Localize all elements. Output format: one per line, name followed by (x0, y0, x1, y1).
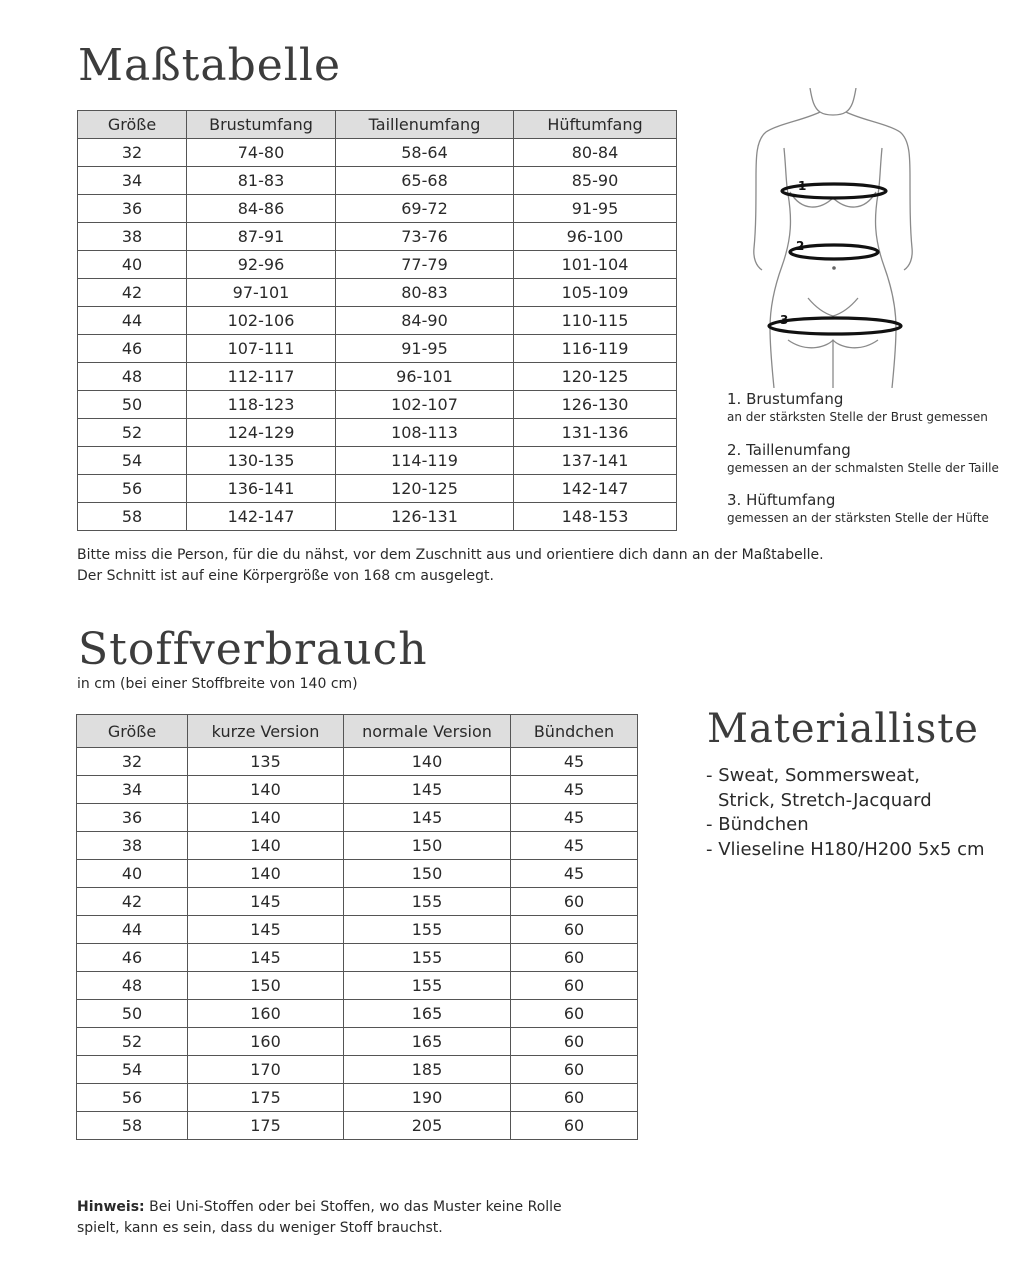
table-cell: 112-117 (187, 363, 336, 391)
table-cell: 69-72 (336, 195, 514, 223)
table-row (77, 1084, 638, 1112)
table-cell: 44 (78, 307, 187, 335)
table-cell: 105-109 (514, 279, 677, 307)
table-cell: 155 (344, 972, 511, 1000)
legend-desc: an der stärksten Stelle der Brust gemessen (727, 410, 988, 424)
table-cell: 135 (188, 748, 344, 776)
table-cell: 84-90 (336, 307, 514, 335)
table-cell: 107-111 (187, 335, 336, 363)
table-cell: 42 (78, 279, 187, 307)
table-row (77, 888, 638, 916)
table-cell: 124-129 (187, 419, 336, 447)
column-header: Hüftumfang (514, 111, 677, 139)
table-row (78, 139, 677, 167)
table-cell: 38 (77, 832, 188, 860)
fabric-table (76, 714, 638, 1140)
table-cell: 118-123 (187, 391, 336, 419)
table-cell: 46 (78, 335, 187, 363)
table-cell: 50 (78, 391, 187, 419)
legend-desc: gemessen an der stärksten Stelle der Hüfte (727, 511, 989, 525)
column-header: Brustumfang (187, 111, 336, 139)
table-cell: 150 (344, 860, 511, 888)
hint-label: Hinweis: (77, 1199, 145, 1215)
legend-title: 2. Taillenumfang (727, 441, 851, 459)
table-cell: 96-101 (336, 363, 514, 391)
fabric-table-body (77, 748, 638, 1140)
table-cell: 60 (511, 1028, 638, 1056)
table-cell: 96-100 (514, 223, 677, 251)
measure-table (77, 110, 677, 531)
table-cell: 137-141 (514, 447, 677, 475)
table-row (78, 279, 677, 307)
table-cell: 52 (77, 1028, 188, 1056)
table-cell: 34 (77, 776, 188, 804)
table-cell: 58-64 (336, 139, 514, 167)
table-row (77, 916, 638, 944)
table-cell: 58 (78, 503, 187, 531)
table-cell: 44 (77, 916, 188, 944)
table-row (78, 251, 677, 279)
marker-2: 2 (796, 239, 805, 253)
table-row (78, 223, 677, 251)
table-cell: 131-136 (514, 419, 677, 447)
table-cell: 36 (78, 195, 187, 223)
column-header: Größe (77, 715, 188, 748)
table-cell: 145 (344, 776, 511, 804)
table-row (78, 363, 677, 391)
table-cell: 60 (511, 1112, 638, 1140)
navel-dot (832, 266, 836, 270)
materials-item: - Bündchen (706, 813, 985, 838)
measure-note (77, 545, 977, 587)
table-cell: 155 (344, 888, 511, 916)
note-line: Bitte miss die Person, für die du nähst, vor dem Zuschnitt aus und orientiere dich dann an der Maßtabelle. (77, 547, 824, 563)
table-header-row (78, 111, 677, 139)
table-cell: 175 (188, 1084, 344, 1112)
column-header: normale Version (344, 715, 511, 748)
table-cell: 126-130 (514, 391, 677, 419)
table-row (78, 167, 677, 195)
table-cell: 77-79 (336, 251, 514, 279)
table-cell: 50 (77, 1000, 188, 1028)
table-row (78, 391, 677, 419)
column-header: kurze Version (188, 715, 344, 748)
table-cell: 45 (511, 804, 638, 832)
table-cell: 52 (78, 419, 187, 447)
table-cell: 102-107 (336, 391, 514, 419)
table-cell: 60 (511, 972, 638, 1000)
waist-crease (808, 298, 858, 316)
table-row (77, 1056, 638, 1084)
table-cell: 46 (77, 944, 188, 972)
table-cell: 116-119 (514, 335, 677, 363)
table-cell: 45 (511, 860, 638, 888)
legend-title: 1. Brustumfang (727, 390, 844, 408)
table-cell: 81-83 (187, 167, 336, 195)
table-cell: 80-84 (514, 139, 677, 167)
table-cell: 45 (511, 748, 638, 776)
table-cell: 60 (511, 944, 638, 972)
body-figure-illustration (748, 88, 918, 388)
table-cell: 140 (344, 748, 511, 776)
table-cell: 130-135 (187, 447, 336, 475)
note-line: Der Schnitt ist auf eine Körpergröße von 168 cm ausgelegt. (77, 568, 494, 584)
table-cell: 84-86 (187, 195, 336, 223)
legend-title: 3. Hüftumfang (727, 491, 836, 509)
hint-note (77, 1197, 597, 1239)
table-row (77, 832, 638, 860)
table-row (78, 447, 677, 475)
table-row (77, 1000, 638, 1028)
table-cell: 120-125 (336, 475, 514, 503)
table-cell: 165 (344, 1028, 511, 1056)
table-cell: 145 (188, 944, 344, 972)
table-cell: 150 (188, 972, 344, 1000)
table-cell: 60 (511, 1084, 638, 1112)
table-cell: 91-95 (514, 195, 677, 223)
table-cell: 114-119 (336, 447, 514, 475)
table-cell: 60 (511, 1056, 638, 1084)
table-cell: 102-106 (187, 307, 336, 335)
table-cell: 205 (344, 1112, 511, 1140)
table-row (78, 195, 677, 223)
table-cell: 54 (77, 1056, 188, 1084)
table-cell: 140 (188, 860, 344, 888)
table-cell: 65-68 (336, 167, 514, 195)
table-cell: 56 (78, 475, 187, 503)
materials-title: Materialliste (707, 706, 979, 752)
table-cell: 60 (511, 1000, 638, 1028)
column-header: Bündchen (511, 715, 638, 748)
fabric-title: Stoffverbrauch (78, 624, 428, 675)
table-cell: 48 (77, 972, 188, 1000)
right-torso-outline (876, 148, 896, 388)
table-cell: 40 (77, 860, 188, 888)
table-header-row (77, 715, 638, 748)
legend-item-hip (727, 491, 1017, 526)
legend-item-waist (727, 441, 1017, 476)
materials-item: - Vlieseline H180/H200 5x5 cm (706, 838, 985, 863)
table-cell: 32 (77, 748, 188, 776)
table-cell: 160 (188, 1028, 344, 1056)
table-row (78, 307, 677, 335)
marker-3: 3 (780, 313, 789, 327)
table-cell: 91-95 (336, 335, 514, 363)
table-cell: 92-96 (187, 251, 336, 279)
neck-outline (810, 88, 856, 115)
table-cell: 165 (344, 1000, 511, 1028)
table-cell: 142-147 (187, 503, 336, 531)
table-cell: 80-83 (336, 279, 514, 307)
table-cell: 108-113 (336, 419, 514, 447)
table-cell: 48 (78, 363, 187, 391)
table-cell: 101-104 (514, 251, 677, 279)
table-row (78, 335, 677, 363)
table-cell: 150 (344, 832, 511, 860)
table-cell: 60 (511, 888, 638, 916)
materials-list (706, 764, 985, 862)
table-cell: 36 (77, 804, 188, 832)
table-row (77, 1028, 638, 1056)
table-cell: 170 (188, 1056, 344, 1084)
table-cell: 74-80 (187, 139, 336, 167)
table-cell: 185 (344, 1056, 511, 1084)
table-cell: 142-147 (514, 475, 677, 503)
table-row (77, 972, 638, 1000)
table-cell: 120-125 (514, 363, 677, 391)
hint-text: spielt, kann es sein, dass du weniger Stoff brauchst. (77, 1220, 443, 1236)
fabric-subtitle: in cm (bei einer Stoffbreite von 140 cm) (77, 676, 358, 692)
table-cell: 34 (78, 167, 187, 195)
legend-desc: gemessen an der schmalsten Stelle der Taille (727, 461, 999, 475)
table-row (78, 475, 677, 503)
table-cell: 175 (188, 1112, 344, 1140)
measure-title: Maßtabelle (78, 40, 341, 91)
table-cell: 145 (188, 916, 344, 944)
table-cell: 45 (511, 832, 638, 860)
table-cell: 140 (188, 804, 344, 832)
table-cell: 54 (78, 447, 187, 475)
table-cell: 155 (344, 916, 511, 944)
table-cell: 190 (344, 1084, 511, 1112)
table-cell: 87-91 (187, 223, 336, 251)
legend-item-bust (727, 390, 1017, 425)
table-row (77, 804, 638, 832)
table-cell: 145 (344, 804, 511, 832)
table-cell: 160 (188, 1000, 344, 1028)
table-cell: 58 (77, 1112, 188, 1140)
table-row (77, 1112, 638, 1140)
table-cell: 126-131 (336, 503, 514, 531)
materials-item: - Sweat, Sommersweat, Strick, Stretch-Jacquard (706, 764, 980, 813)
table-cell: 140 (188, 776, 344, 804)
table-cell: 73-76 (336, 223, 514, 251)
table-cell: 97-101 (187, 279, 336, 307)
table-cell: 85-90 (514, 167, 677, 195)
table-cell: 56 (77, 1084, 188, 1112)
table-row (77, 860, 638, 888)
table-row (77, 748, 638, 776)
table-row (78, 419, 677, 447)
column-header: Größe (78, 111, 187, 139)
table-cell: 148-153 (514, 503, 677, 531)
marker-1: 1 (798, 179, 807, 193)
table-cell: 32 (78, 139, 187, 167)
measure-table-body (78, 139, 677, 531)
hip-measure-line (769, 318, 901, 334)
table-cell: 45 (511, 776, 638, 804)
table-cell: 40 (78, 251, 187, 279)
hint-text: Bei Uni-Stoffen oder bei Stoffen, wo das Muster keine Rolle (144, 1199, 562, 1215)
table-cell: 42 (77, 888, 188, 916)
table-cell: 60 (511, 916, 638, 944)
table-cell: 140 (188, 832, 344, 860)
table-cell: 110-115 (514, 307, 677, 335)
table-row (78, 503, 677, 531)
table-cell: 136-141 (187, 475, 336, 503)
column-header: Taillenumfang (336, 111, 514, 139)
table-row (77, 776, 638, 804)
table-cell: 145 (188, 888, 344, 916)
table-cell: 38 (78, 223, 187, 251)
table-row (77, 944, 638, 972)
table-cell: 155 (344, 944, 511, 972)
left-torso-outline (770, 148, 790, 388)
